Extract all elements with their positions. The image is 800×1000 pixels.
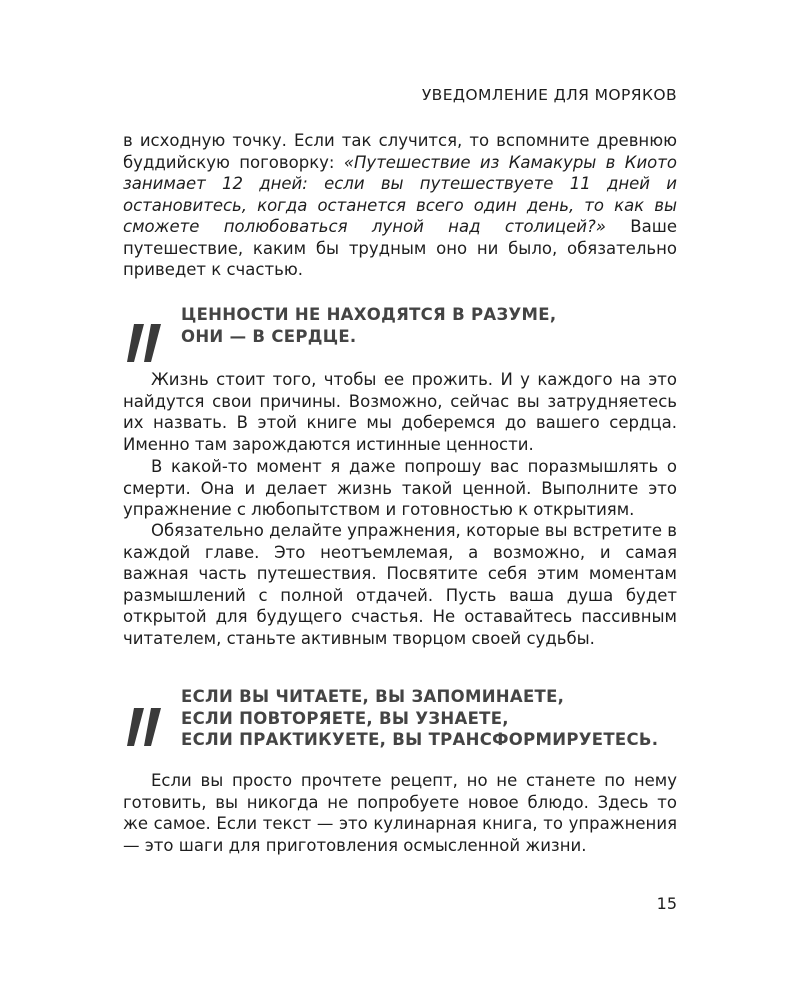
- buddhist-saying-quote: «Путешествие из Камакуры в Киото занимает 12 дней: если вы путешествуете 11 дней и остановитесь, когда останется всего один день, то как вы сможете полюбоваться луной над столицей?»: [123, 152, 677, 236]
- paragraph-1: [123, 130, 677, 281]
- paragraph-1-text-after: Ваше путешествие, каким бы трудным оно ни было, обязательно приведет к счастью.: [123, 217, 677, 279]
- pull-quote-2-text: ЕСЛИ ВЫ ЧИТАЕТЕ, ВЫ ЗАПОМИНАЕТЕ, ЕСЛИ ПОВТОРЯЕТЕ, ВЫ УЗНАЕТЕ, ЕСЛИ ПРАКТИКУЕТЕ, ВЫ ТРАНСФОРМИРУЕТЕСЬ.: [181, 687, 659, 749]
- page-number: 15: [656, 894, 677, 913]
- quote-mark-icon: [124, 322, 168, 366]
- pull-quote-1: [124, 304, 688, 364]
- paragraph-2: Жизнь стоит того, чтобы ее прожить. И у каждого на это найдутся свои причины. Возможно, сейчас вы затрудняетесь их назвать. В этой книге мы доберемся до вашего сердца. Именно там зарождаются истинные ценности.: [123, 370, 677, 454]
- paragraph-5: Если вы просто прочтете рецепт, но не станете по нему готовить, вы никогда не попробуете новое блюдо. Здесь то же самое. Если текст — это кулинарная книга, то упражнения — это шаги для приготовления осмысленной жизни.: [123, 771, 677, 855]
- paragraph-3: В какой-то момент я даже попрошу вас поразмышлять о смерти. Она и делает жизнь такой ценной. Выполните это упражнение с любопытством и готовностью к открытиям.: [123, 457, 677, 519]
- running-header: УВЕДОМЛЕНИЕ ДЛЯ МОРЯКОВ: [421, 86, 677, 104]
- paragraph-1-text-before: в исходную точку. Если так случится, то вспомните древнюю буддийскую поговорку:: [123, 131, 677, 172]
- paragraph-4: Обязательно делайте упражнения, которые вы встретите в каждой главе. Это неотъемлемая, а возможно, и самая важная часть путешествия. Посвятите себя этим моментам размышлений с полной отдачей. Пусть ваша душа будет открытой для будущего счастья. Не оставайтесь пассивным читателем, станьте активным творцом своей судьбы.: [123, 521, 677, 648]
- quote-mark-icon: [124, 706, 168, 750]
- pull-quote-2: [124, 686, 688, 756]
- pull-quote-1-text: ЦЕННОСТИ НЕ НАХОДЯТСЯ В РАЗУМЕ, ОНИ — В СЕРДЦЕ.: [181, 305, 557, 346]
